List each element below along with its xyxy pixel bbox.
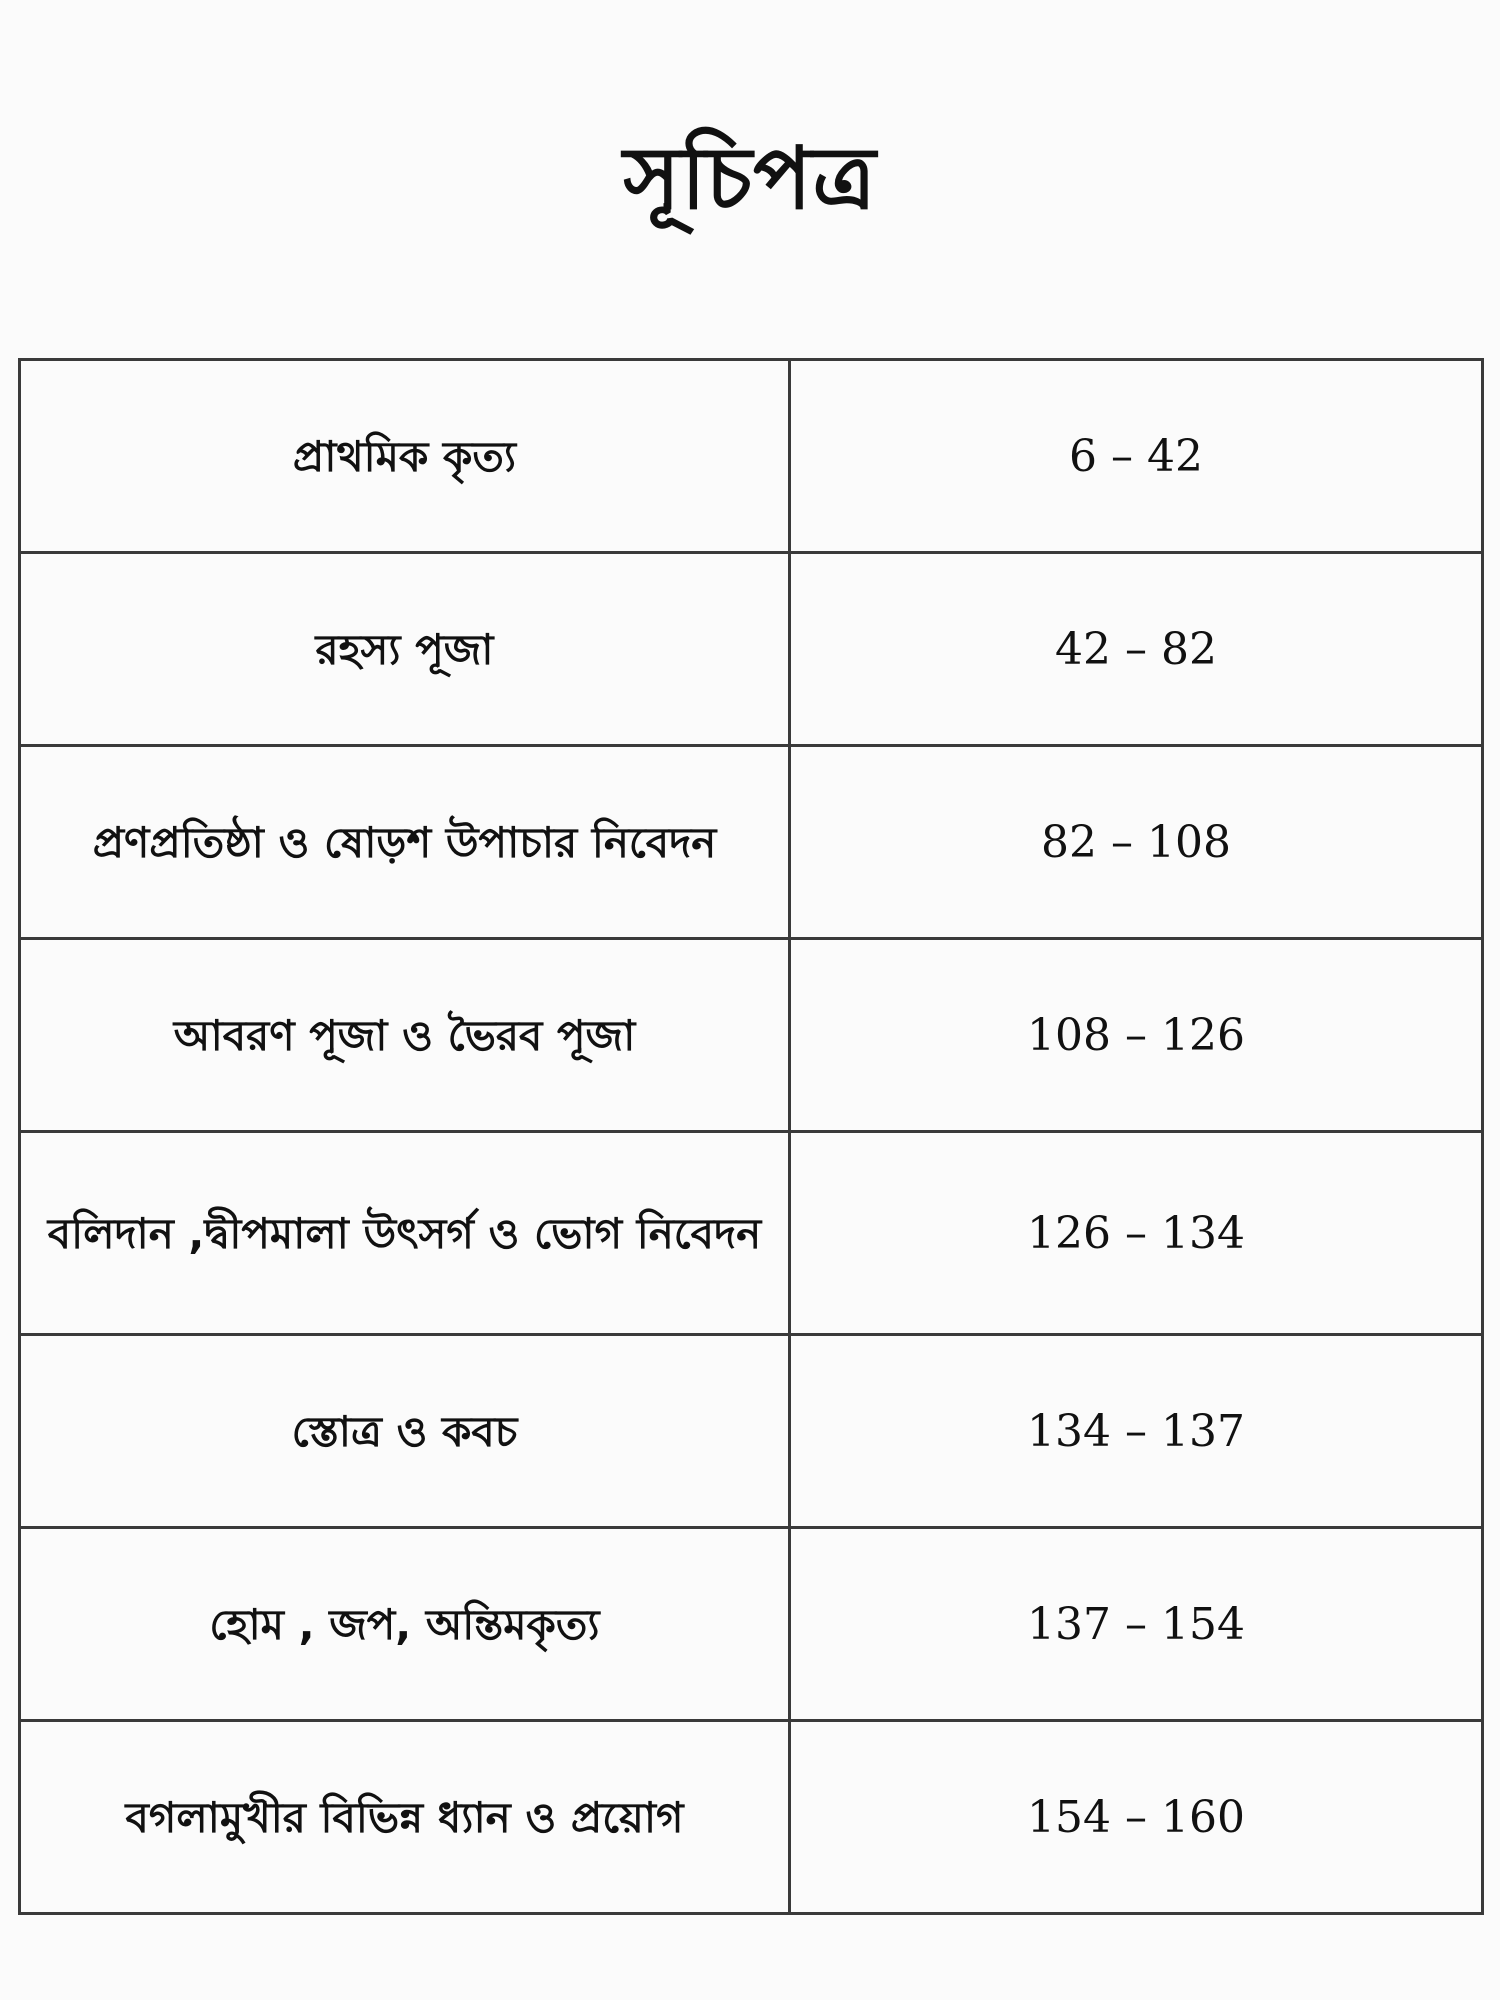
table-row: [20, 1528, 1483, 1721]
chapter-title: বগলামুখীর বিভিন্ন ধ্যান ও প্রয়োগ: [20, 1721, 790, 1914]
chapter-title: প্রাথমিক কৃত্য: [20, 360, 790, 553]
table-row: [20, 360, 1483, 553]
page-range: 6 – 42: [790, 360, 1483, 553]
table-row: [20, 1335, 1483, 1528]
table-row: [20, 553, 1483, 746]
chapter-title: স্তোত্র ও কবচ: [20, 1335, 790, 1528]
table-row: [20, 939, 1483, 1132]
page-range: 108 – 126: [790, 939, 1483, 1132]
page-range: 126 – 134: [790, 1132, 1483, 1335]
page-range: 82 – 108: [790, 746, 1483, 939]
page-range: 42 – 82: [790, 553, 1483, 746]
chapter-title: বলিদান ,দ্বীপমালা উৎসর্গ ও ভোগ নিবেদন: [20, 1132, 790, 1335]
table-row: [20, 746, 1483, 939]
chapter-title: রহস্য পূজা: [20, 553, 790, 746]
page-title: সূচিপত্র: [623, 128, 877, 229]
chapter-title: প্রণপ্রতিষ্ঠা ও ষোড়শ উপাচার নিবেদন: [20, 746, 790, 939]
page-range: 134 – 137: [790, 1335, 1483, 1528]
contents-table: [18, 358, 1484, 1915]
table-row: [20, 1721, 1483, 1914]
chapter-title: আবরণ পূজা ও ভৈরব পূজা: [20, 939, 790, 1132]
chapter-title: হোম , জপ, অন্তিমকৃত্য: [20, 1528, 790, 1721]
table-row: [20, 1132, 1483, 1335]
page-range: 137 – 154: [790, 1528, 1483, 1721]
page-range: 154 – 160: [790, 1721, 1483, 1914]
